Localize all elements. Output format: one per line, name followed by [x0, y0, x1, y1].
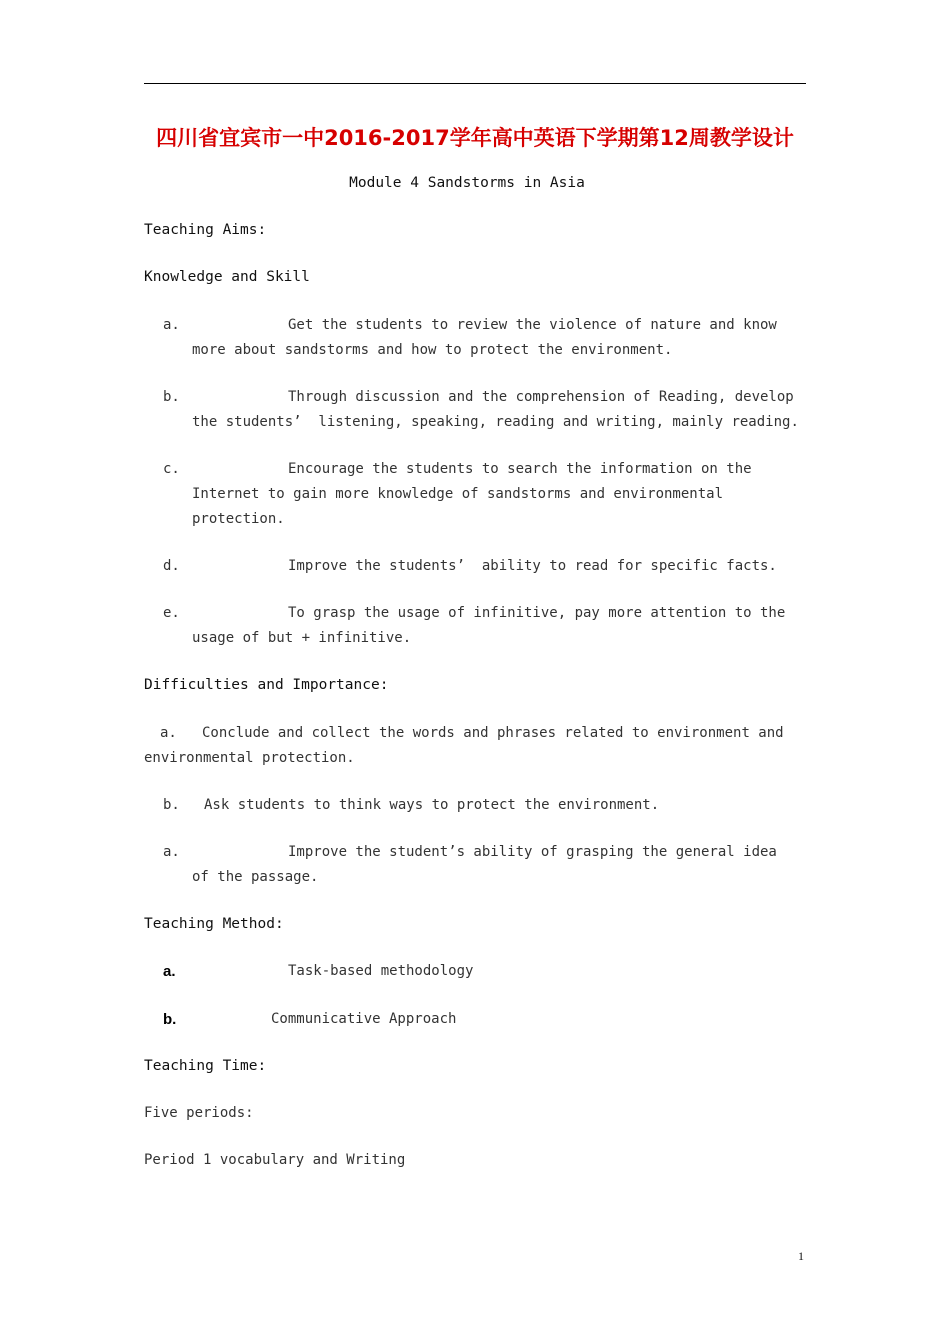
aims-item-e-marker: e.	[163, 605, 180, 621]
header-rule	[144, 83, 806, 84]
aims-item-c-marker: c.	[163, 461, 180, 477]
aims-item-a-line-1: Get the students to review the violence of nature and know	[288, 317, 777, 333]
aims-item-e-line-1: To grasp the usage of infinitive, pay more attention to the	[288, 605, 786, 621]
teaching-method-heading: Teaching Method:	[144, 916, 284, 932]
aims-item-d-line-1: Improve the students’ ability to read for specific facts.	[288, 558, 777, 574]
teaching-time-heading: Teaching Time:	[144, 1058, 267, 1074]
difficulties-heading: Difficulties and Importance:	[144, 677, 389, 693]
aims-item-a-line-2: more about sandstorms and how to protect the environment.	[192, 342, 673, 358]
aims-item-d-marker: d.	[163, 558, 180, 574]
difficulty-item-3-marker: a.	[163, 844, 180, 860]
method-item-b-marker: b.	[163, 1011, 177, 1028]
aims-item-c-line-1: Encourage the students to search the information on the	[288, 461, 752, 477]
document-subtitle: Module 4 Sandstorms in Asia	[349, 175, 585, 191]
aims-item-c-line-2: Internet to gain more knowledge of sandstorms and environmental	[192, 486, 724, 502]
difficulty-item-1-line-2: environmental protection.	[144, 750, 355, 766]
teaching-aims-heading: Teaching Aims:	[144, 222, 267, 238]
aims-item-b-marker: b.	[163, 389, 180, 405]
method-item-a-text: Task-based methodology	[288, 963, 474, 979]
difficulty-item-1-marker: a.	[160, 725, 177, 741]
document-title: 四川省宜宾市一中2016-2017学年高中英语下学期第12周教学设计	[156, 126, 794, 150]
aims-item-a-marker: a.	[163, 317, 180, 333]
teaching-time-period-1: Period 1 vocabulary and Writing	[144, 1152, 406, 1168]
difficulty-item-2-line-1: Ask students to think ways to protect the environment.	[204, 797, 660, 813]
aims-item-b-line-1: Through discussion and the comprehension of Reading, develop	[288, 389, 794, 405]
difficulty-item-3-line-1: Improve the student’s ability of grasping the general idea	[288, 844, 777, 860]
method-item-a-marker: a.	[163, 963, 176, 980]
method-item-b-text: Communicative Approach	[271, 1011, 457, 1027]
difficulty-item-1-line-1: Conclude and collect the words and phrases related to environment and	[202, 725, 784, 741]
aims-item-e-line-2: usage of but + infinitive.	[192, 630, 412, 646]
difficulty-item-2-marker: b.	[163, 797, 180, 813]
teaching-time-periods: Five periods:	[144, 1105, 254, 1121]
difficulty-item-3-line-2: of the passage.	[192, 869, 319, 885]
aims-item-c-line-3: protection.	[192, 511, 285, 527]
page-number: 1	[798, 1249, 804, 1263]
aims-item-b-line-2: the students’ listening, speaking, reading and writing, mainly reading.	[192, 414, 799, 430]
knowledge-skill-heading: Knowledge and Skill	[144, 269, 310, 285]
